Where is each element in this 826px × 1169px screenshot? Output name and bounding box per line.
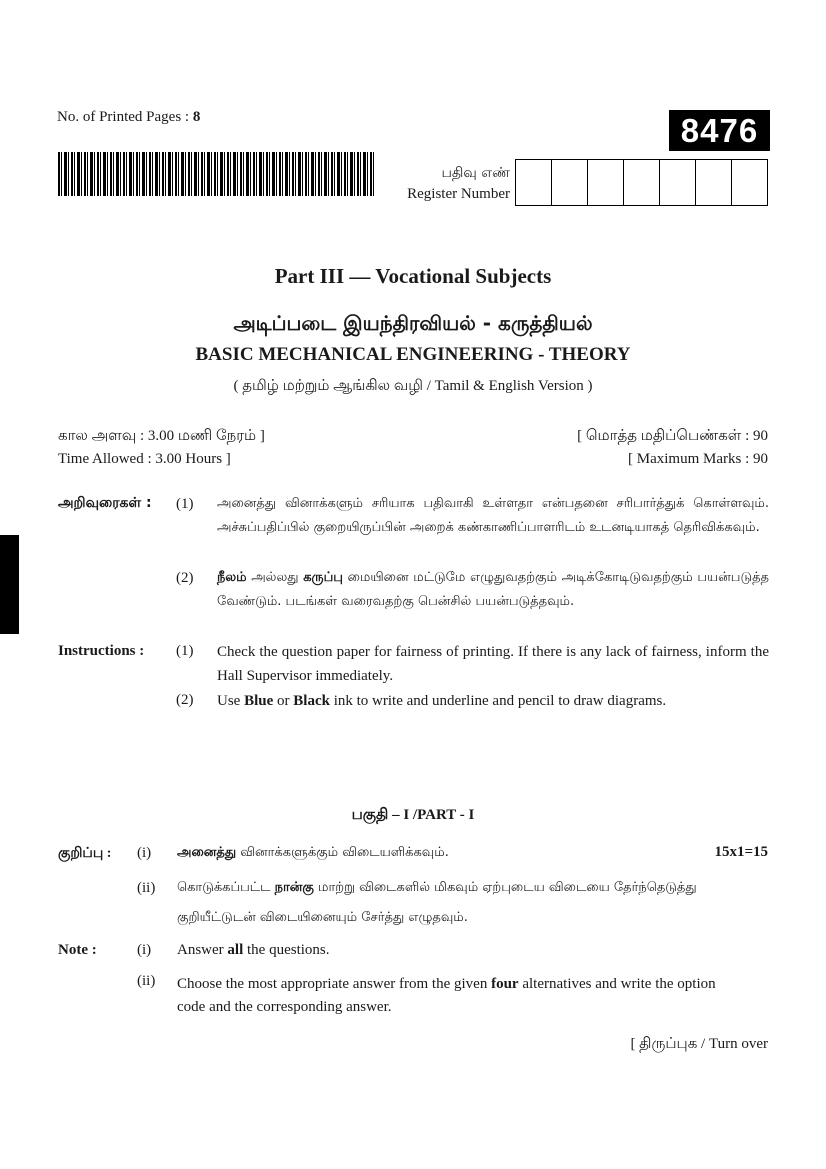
part-title: Part III — Vocational Subjects: [274, 264, 552, 288]
note-heading-en: Note :: [58, 942, 97, 958]
register-digit-box[interactable]: [551, 160, 587, 205]
note-en-ii-a: Choose the most appropriate answer from the given: [177, 976, 492, 992]
printed-pages: [57, 109, 200, 126]
instruction-en-1: Check the question paper for fairness of printing. If there is any lack of fairness, inform the Hall Supervisor immediately.: [217, 644, 769, 684]
printed-pages-value: 8: [192, 109, 201, 125]
note-en-ii: [177, 973, 729, 1019]
paper-code: 8476: [669, 110, 770, 151]
instruction-num-2-en: (2): [176, 692, 194, 708]
all-word: all: [227, 942, 244, 958]
instructions-heading-ta: அறிவுரைகள் :: [58, 495, 152, 511]
subject-title-ta: அடிப்படை இயந்திரவியல் - கருத்தியல்: [233, 311, 593, 335]
max-marks-en: [ Maximum Marks : 90: [628, 451, 768, 467]
part-one-heading: பகுதி – I /PART - I: [351, 807, 475, 823]
time-allowed-ta: கால அளவு : 3.00 மணி நேரம் ]: [58, 428, 265, 444]
register-digit-box[interactable]: [695, 160, 731, 205]
note-en-ii-b: alternatives and write the option code and the corresponding answer.: [177, 976, 716, 1015]
note-en-i: [177, 935, 729, 965]
four-word-ta: நான்கு: [274, 880, 314, 895]
max-marks-ta: [ மொத்த மதிப்பெண்கள் : 90: [577, 428, 768, 444]
version-line: ( தமிழ் மற்றும் ஆங்கில வழி / Tamil & English Version ): [233, 378, 593, 394]
note-heading-ta: குறிப்பு :: [58, 846, 112, 861]
time-allowed-en: Time Allowed : 3.00 Hours ]: [58, 451, 231, 467]
register-label-en: Register Number: [407, 186, 510, 202]
register-label-ta: பதிவு எண்: [441, 165, 510, 181]
note-num-ii-en: (ii): [137, 973, 156, 989]
register-labels: [380, 163, 510, 205]
instruction-en-2-a: Use: [217, 693, 245, 709]
page-edge-marker: [0, 535, 19, 634]
instructions-heading-en: Instructions :: [58, 643, 145, 659]
blue-word: Blue: [244, 693, 274, 709]
note-ta-i-rest: வினாக்களுக்கும் விடையளிக்கவும்.: [236, 845, 449, 860]
note-ta-i: [177, 838, 729, 868]
register-digit-box[interactable]: [623, 160, 659, 205]
instruction-ta-1: அனைத்து வினாக்களும் சரியாக பதிவாகி உள்ளதா என்பதனை சரிபார்த்துக் கொள்ளவும். அச்சுப்பதிப்பில் குறையிருப்பின் அறைக் கண்காணிப்பாளரிடம் உடனடியாகத் தெரிவிக்கவும்.: [217, 496, 769, 535]
register-digit-box[interactable]: [516, 160, 551, 205]
instruction-ta-2: [217, 566, 769, 614]
note-ta-ii: [177, 873, 729, 933]
register-number-grid[interactable]: [515, 159, 768, 206]
instruction-en-2: [217, 689, 769, 713]
note-ta-ii-a: கொடுக்கப்பட்ட: [177, 880, 275, 895]
instruction-num-2: (2): [176, 570, 194, 586]
printed-pages-label: No. of Printed Pages :: [57, 109, 193, 125]
note-en-i-b: the questions.: [243, 942, 330, 958]
blue-word-ta: நீலம்: [217, 570, 247, 585]
instruction-en-2-b: or: [273, 693, 294, 709]
instruction-num-1: (1): [176, 496, 194, 512]
register-digit-box[interactable]: [587, 160, 623, 205]
part-one-marks: 15x1=15: [714, 844, 768, 860]
note-ta-ii-b: மாற்று விடைகளில் மிகவும் ஏற்புடைய விடையை தேர்ந்தெடுத்து குறியீட்டுடன் விடையினையும் சேர்த்து எழுதவும்.: [177, 880, 697, 925]
register-digit-box[interactable]: [659, 160, 695, 205]
note-num-ii-ta: (ii): [137, 880, 156, 896]
note-en-i-a: Answer: [177, 942, 228, 958]
black-word: Black: [293, 693, 330, 709]
barcode: [58, 152, 374, 196]
four-word: four: [491, 976, 519, 992]
note-num-i-en: (i): [137, 942, 152, 958]
subject-title-en: BASIC MECHANICAL ENGINEERING - THEORY: [195, 344, 631, 365]
note-num-i-ta: (i): [137, 845, 152, 861]
turn-over: [ திருப்புக / Turn over: [630, 1036, 768, 1052]
instruction-en-2-c: ink to write and underline and pencil to draw diagrams.: [329, 693, 667, 709]
instruction-ta-2-rest: மையினை மட்டுமே எழுதுவதற்கும் அடிக்கோடிடுவதற்கும் பயன்படுத்த வேண்டும். படங்கள் வரைவதற்கு பென்சில் பயன்படுத்தவும்.: [217, 570, 769, 609]
all-word-ta: அனைத்து: [177, 845, 237, 860]
register-digit-box[interactable]: [731, 160, 767, 205]
instruction-ta-2-mid: அல்லது: [246, 570, 304, 585]
black-word-ta: கருப்பு: [303, 570, 343, 585]
instruction-num-1-en: (1): [176, 643, 194, 659]
